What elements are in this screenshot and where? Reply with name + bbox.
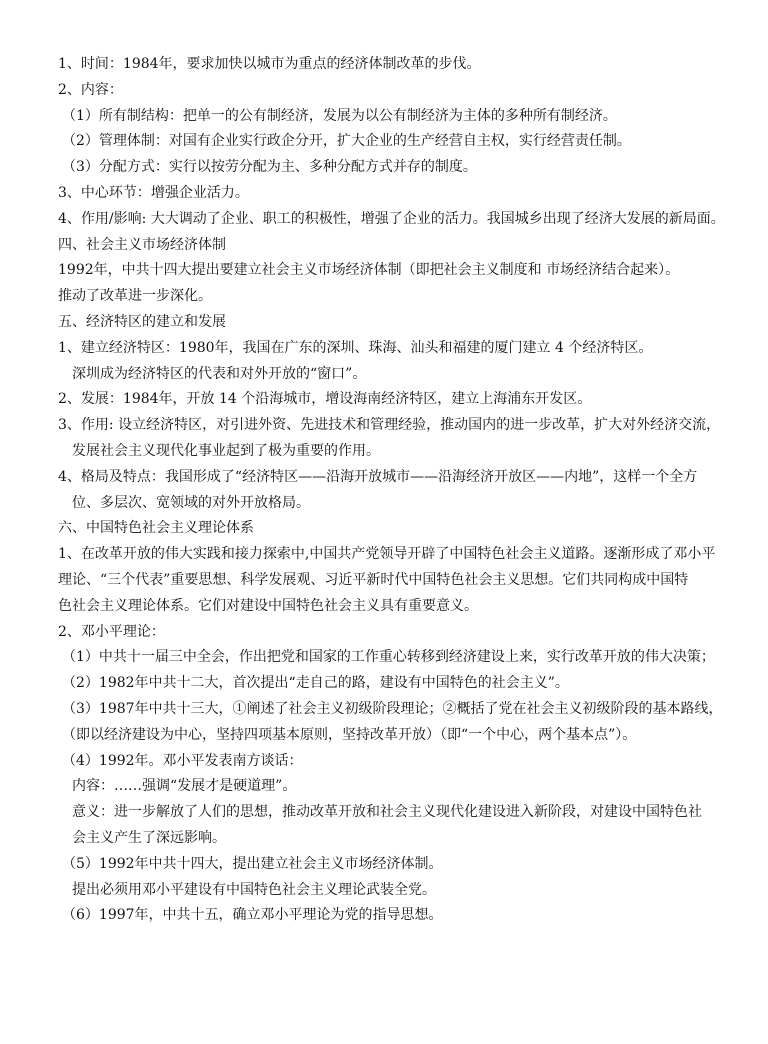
text-line: （2）管理体制：对国有企业实行政企分开，扩大企业的生产经营自主权，实行经营责任制。 [62,133,631,150]
text-line: 四、社会主义市场经济体制 [58,236,226,253]
text-line: 1、建立经济特区：1980年，我国在广东的深圳、珠海、汕头和福建的厦门建立 4 个经济特区。 [58,339,653,356]
text-line: 3、中心环节：增强企业活力。 [58,184,249,201]
text-line: 2、发展：1984年，开放 14 个沿海城市，增设海南经济特区，建立上海浦东开发区。 [58,391,592,408]
text-line: 色社会主义理论体系。它们对建设中国特色社会主义具有重要意义。 [58,597,478,614]
text-line: 4、格局及特点：我国形成了“经济特区——沿海开放城市——沿海经济开放区——内地”，这样一个全方 [58,468,698,485]
text-line: 内容：……强调“发展才是硬道理”。 [72,778,297,795]
text-line: 1992年，中共十四大提出要建立社会主义市场经济体制（即把社会主义制度和 市场经济结合起来）。 [58,262,680,279]
text-line: 位、多层次、宽领域的对外开放格局。 [72,494,310,511]
text-line: （5）1992年中共十四大，提出建立社会主义市场经济体制。 [62,855,443,872]
text-line: 六、中国特色社会主义理论体系 [58,520,254,537]
text-line: （4）1992年。邓小平发表南方谈话： [62,752,303,769]
text-line: 五、经济特区的建立和发展 [58,313,226,330]
text-line: 意义：进一步解放了人们的思想，推动改革开放和社会主义现代化建设进入新阶段，对建设中国特色社 [72,804,702,821]
text-line: 4、作用/影响: 大大调动了企业、职工的积极性，增强了企业的活力。我国城乡出现了经济大发展的新局面。 [58,210,725,227]
text-line: 推动了改革进一步深化。 [58,288,212,305]
text-line: 提出必须用邓小平建设有中国特色社会主义理论武装全党。 [72,881,436,898]
text-line: 理论、“三个代表”重要思想、科学发展观、习近平新时代中国特色社会主义思想。它们共同构成中国特 [58,571,689,588]
text-line: 1、时间：1984年，要求加快以城市为重点的经济体制改革的步伐。 [58,56,481,72]
text-line: 3、作用: 设立经济特区，对引进外资、先进技术和管理经验，推动国内的进一步改革，扩大对外经济交流， [58,417,721,434]
text-line: （3）1987年中共十三大，①阐述了社会主义初级阶段理论；②概括了党在社会主义初级阶段的基本路线， [62,700,723,717]
document-body [58,52,725,929]
text-line: 2、内容： [58,81,123,98]
text-line: 2、邓小平理论： [58,623,165,640]
text-line: （1）所有制结构：把单一的公有制经济，发展为以公有制经济为主体的多种所有制经济。 [62,107,617,124]
text-line: 会主义产生了深远影响。 [72,829,226,846]
text-line: （6）1997年，中共十五，确立邓小平理论为党的指导思想。 [62,907,443,924]
text-line: 深圳成为经济特区的代表和对外开放的“窗口”。 [72,365,367,382]
text-line: 发展社会主义现代化事业起到了极为重要的作用。 [72,442,380,459]
text-line: （2）1982年中共十二大，首次提出“走自己的路，建设有中国特色的社会主义”。 [62,675,569,692]
text-line: （3）分配方式：实行以按劳分配为主、多种分配方式并存的制度。 [62,159,477,176]
text-line: （1）中共十一届三中全会，作出把党和国家的工作重心转移到经济建设上来，实行改革开放的伟大决策； [62,649,715,666]
text-line: 1、在改革开放的伟大实践和接力探索中,中国共产党领导开辟了中国特色社会主义道路。逐渐形成了邓小平 [58,546,716,563]
text-line: （即以经济建设为中心，坚持四项基本原则，坚持改革开放）（即“一个中心，两个基本点”）。 [62,726,637,743]
